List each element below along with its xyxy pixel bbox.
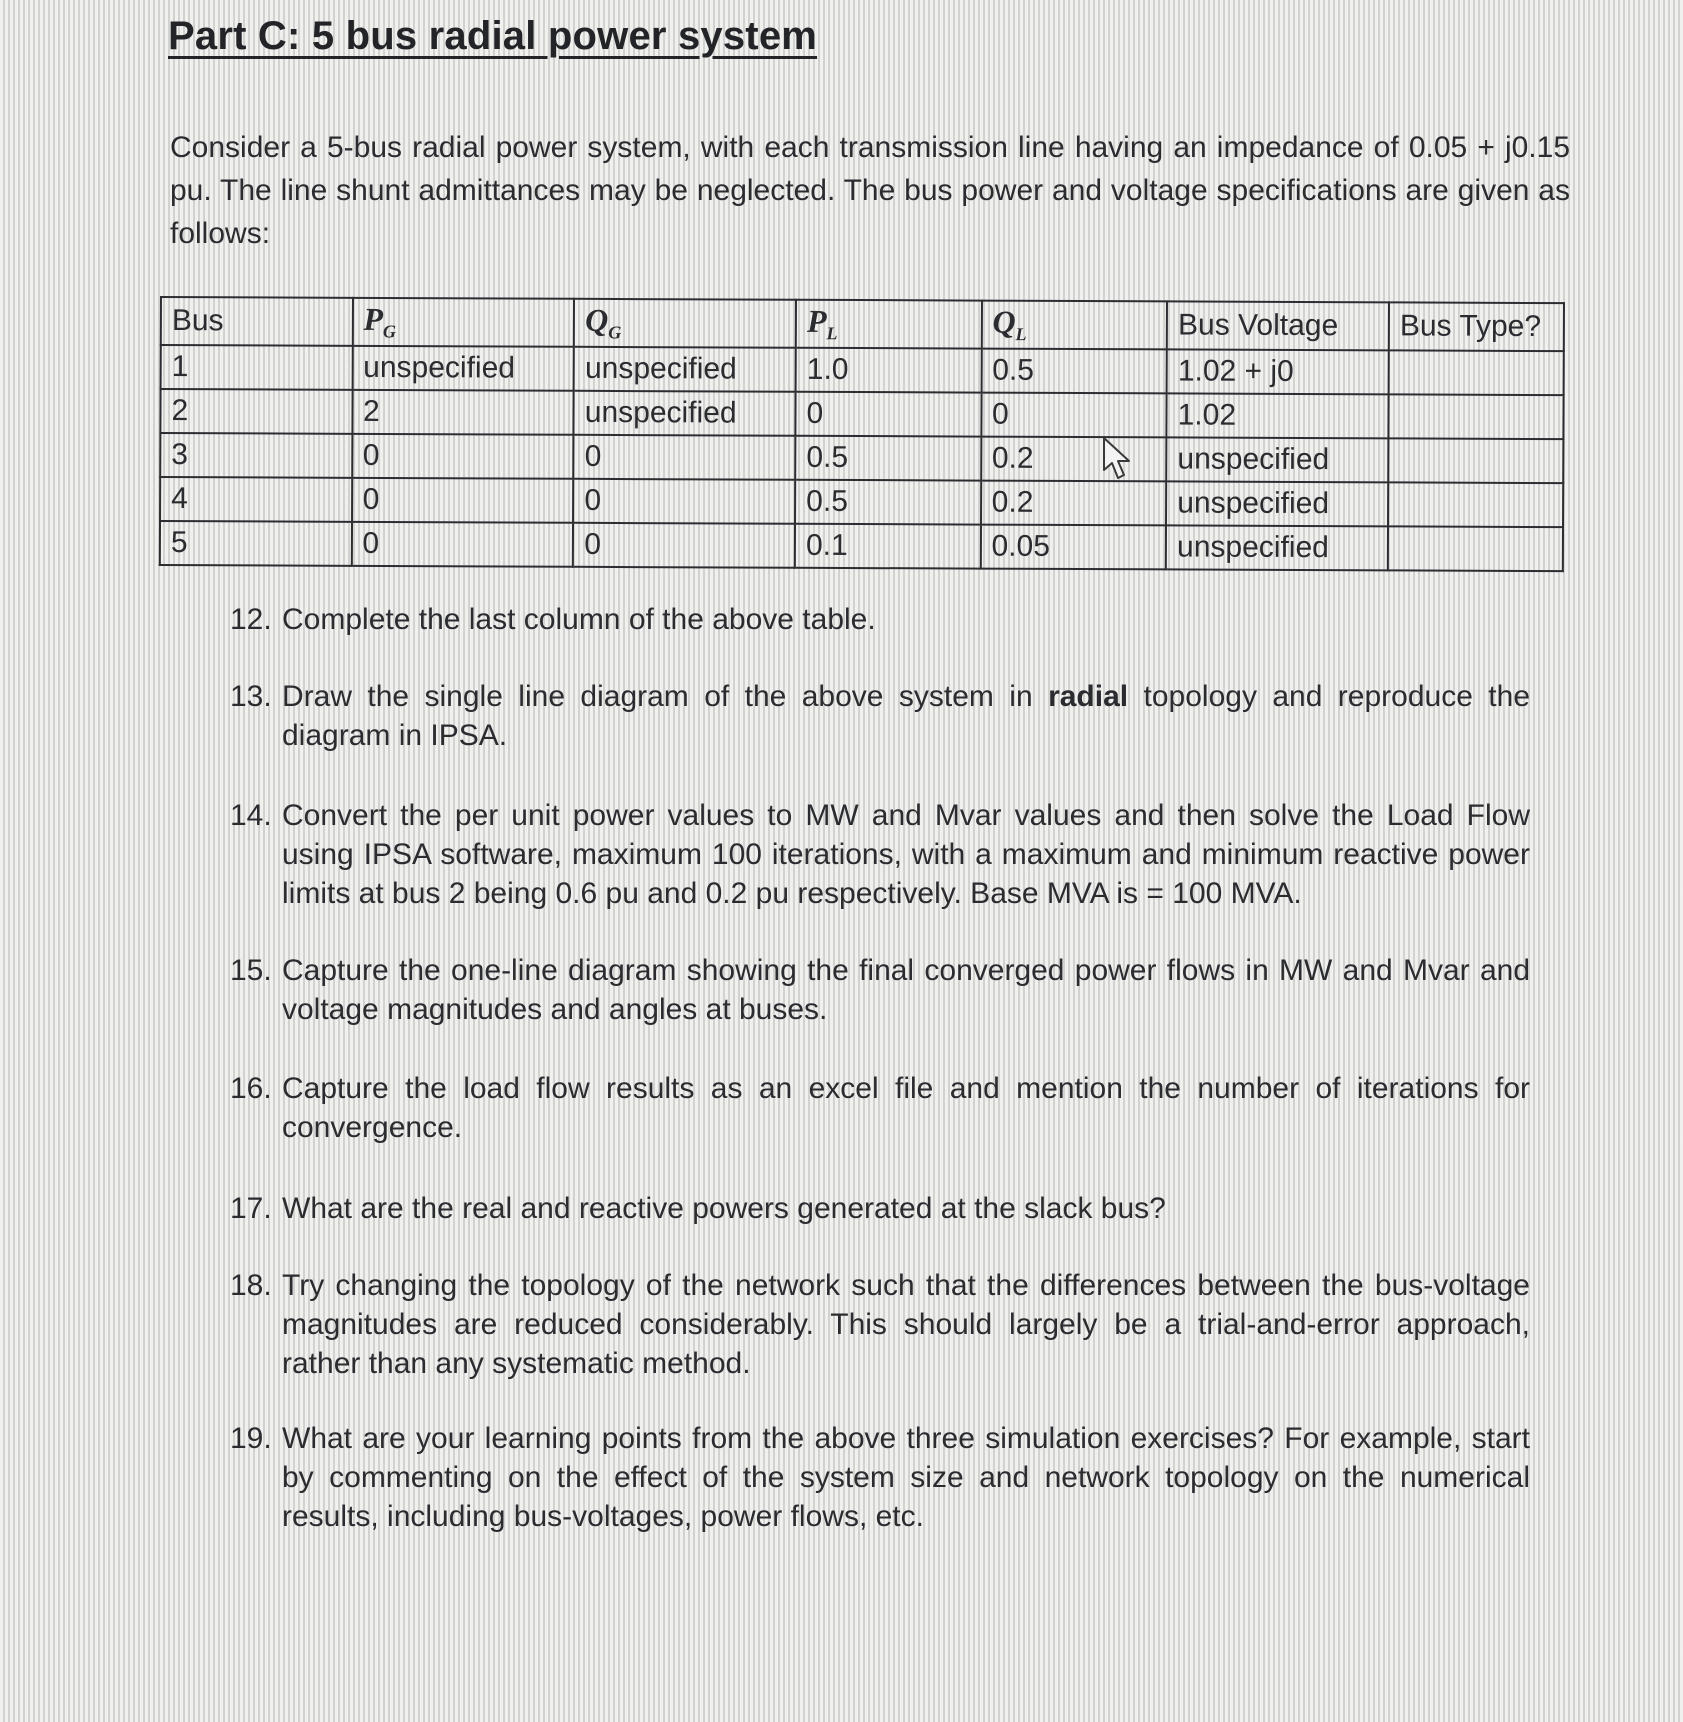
cell-voltage: unspecified: [1166, 481, 1388, 526]
question-number: 19.: [230, 1422, 272, 1455]
page-title: Part C: 5 bus radial power system: [168, 14, 818, 58]
header-ql: $Q_L$: [981, 301, 1167, 350]
question-text: Convert the per unit power values to MW and Mvar values and then solve the Load Flow using IPSA software, maximum 100 iterations, with a maximum and minimum reactive power limits at bus 2 being 0.6 pu and 0.2 pu respectively. Base MVA is = 100 MVA.: [282, 799, 1530, 910]
header-bus-type: Bus Type?: [1389, 302, 1564, 351]
cell-voltage: unspecified: [1166, 525, 1388, 570]
question-item: [230, 677, 1530, 755]
table-row: [161, 345, 1564, 395]
question-number: 14.: [230, 799, 272, 832]
question-text: Try changing the topology of the network such that the differences between the bus-voltage magnitudes are reduced considerably. This should largely be a trial-and-error approach, rather than any systematic method.: [282, 1269, 1530, 1380]
header-pg: $P_G$: [352, 298, 574, 347]
question-number: 16.: [230, 1072, 272, 1105]
cell-pl: 0: [796, 392, 982, 437]
question-item: [230, 1419, 1530, 1536]
cell-ql: 0.5: [981, 349, 1167, 394]
question-number: 12.: [230, 603, 272, 636]
cell-bus-type: [1388, 482, 1563, 527]
cell-pl: 1.0: [796, 348, 982, 393]
cell-pg: 0: [352, 478, 574, 523]
cell-ql: 0.2: [981, 481, 1167, 526]
header-bus-voltage: Bus Voltage: [1167, 301, 1389, 350]
question-text: Capture the load flow results as an excel file and mention the number of iterations for convergence.: [282, 1072, 1530, 1144]
cell-voltage: 1.02 + j0: [1167, 349, 1389, 394]
mouse-pointer-icon: [1102, 436, 1136, 484]
header-pl: $P_L$: [796, 300, 982, 349]
table-row: [160, 521, 1563, 571]
cell-bus: 4: [160, 477, 352, 522]
cell-qg: 0: [573, 479, 795, 524]
emphasis-radial: radial: [1048, 680, 1129, 713]
cell-pg: unspecified: [352, 346, 574, 391]
intro-paragraph: Consider a 5-bus radial power system, with each transmission line having an impedance of 0.05 + j0.15 pu. The line shunt admittances may be neglected. The bus power and voltage specifications are given as follows:: [170, 131, 1570, 250]
cell-pl: 0.5: [795, 436, 981, 481]
cell-pg: 0: [352, 434, 574, 479]
cell-qg: unspecified: [574, 391, 796, 436]
question-item: [230, 1069, 1530, 1147]
question-number: 18.: [230, 1269, 272, 1302]
cell-bus-type: [1388, 394, 1563, 439]
cell-bus: 1: [161, 345, 353, 390]
cell-bus: 5: [160, 521, 352, 566]
question-number: 15.: [230, 954, 272, 987]
question-number: 17.: [230, 1192, 272, 1225]
cell-qg: 0: [573, 523, 795, 568]
header-bus: Bus: [161, 297, 353, 346]
question-item: [230, 1266, 1530, 1383]
question-item: [230, 951, 1530, 1029]
question-item: [230, 1189, 1530, 1228]
question-text: Draw the single line diagram of the above system in radial topology and reproduce the diagram in IPSA.: [282, 680, 1530, 752]
question-text: Capture the one-line diagram showing the final converged power flows in MW and Mvar and voltage magnitudes and angles at buses.: [282, 954, 1530, 1026]
cell-voltage: unspecified: [1166, 437, 1388, 482]
question-text: Complete the last column of the above table.: [282, 603, 876, 636]
table-row: [160, 433, 1563, 483]
table-header-row: [161, 297, 1564, 351]
bus-specification-table: [159, 296, 1565, 572]
table-row: [160, 389, 1563, 439]
cell-ql: 0.05: [980, 525, 1166, 570]
header-qg: $Q_G$: [574, 299, 796, 348]
table-row: [160, 477, 1563, 527]
cell-pl: 0.1: [795, 524, 981, 569]
cell-voltage: 1.02: [1167, 393, 1389, 438]
question-text: What are the real and reactive powers generated at the slack bus?: [282, 1192, 1166, 1225]
question-item: [230, 796, 1530, 913]
cell-bus: 2: [160, 389, 352, 434]
cell-ql: 0.2: [981, 437, 1167, 482]
cell-bus-type: [1388, 526, 1563, 571]
cell-bus: 3: [160, 433, 352, 478]
question-text: What are your learning points from the above three simulation exercises? For example, start by commenting on the effect of the system size and network topology on the numerical results, including bus-voltages, power flows, etc.: [282, 1422, 1530, 1533]
cell-bus-type: [1388, 438, 1563, 483]
cell-pg: 2: [352, 390, 574, 435]
cell-ql: 0: [981, 393, 1167, 438]
cell-qg: 0: [574, 435, 796, 480]
cell-pg: 0: [351, 522, 573, 567]
question-list: [230, 600, 1530, 1536]
cell-qg: unspecified: [574, 347, 796, 392]
question-number: 13.: [230, 680, 272, 713]
cell-bus-type: [1389, 350, 1564, 395]
cell-pl: 0.5: [795, 480, 981, 525]
question-item: [230, 600, 1530, 639]
